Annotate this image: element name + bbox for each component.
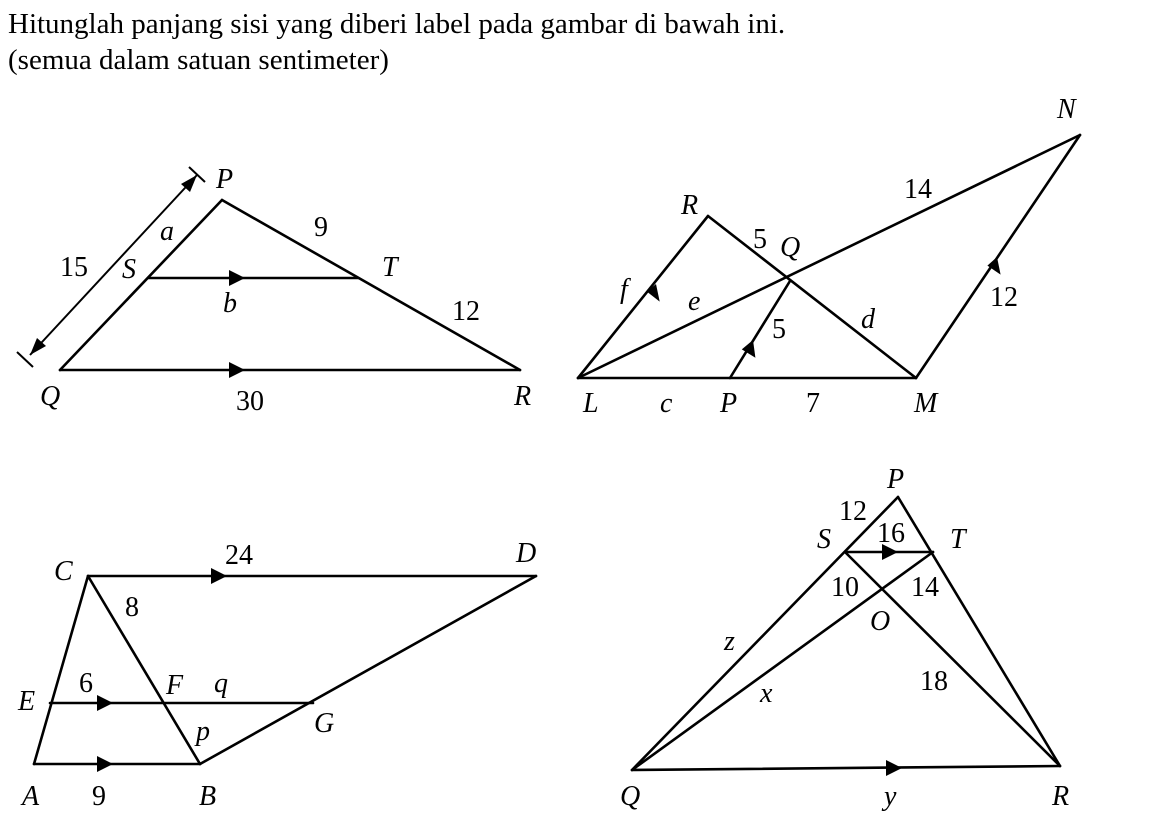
- vertex-L: L: [583, 388, 599, 419]
- label-q: q: [214, 668, 228, 699]
- vertex-M: M: [914, 388, 938, 419]
- label-PQ-5: 5: [772, 314, 786, 345]
- label-b: b: [223, 288, 237, 319]
- vertex-R: R: [1052, 781, 1070, 812]
- parallel-arrow-LR: [647, 284, 660, 302]
- segment-BD: [200, 576, 536, 764]
- vertex-Q: Q: [40, 381, 61, 412]
- vertex-R: R: [681, 190, 699, 221]
- vertex-S: S: [122, 254, 136, 285]
- label-e: e: [688, 286, 701, 317]
- vertex-S: S: [817, 524, 831, 555]
- segment-QP: [632, 497, 898, 770]
- vertex-T: T: [382, 252, 398, 283]
- label-16: 16: [877, 518, 905, 549]
- segment-QT: [632, 552, 933, 770]
- label-c: c: [660, 388, 673, 419]
- vertex-D: D: [516, 538, 537, 569]
- label-x: x: [760, 678, 773, 709]
- segment-PQ: [60, 200, 222, 370]
- label-RQ-5: 5: [753, 224, 767, 255]
- parallel-arrow-QR: [886, 760, 902, 776]
- label-z: z: [724, 626, 735, 657]
- label-6: 6: [79, 668, 93, 699]
- vertex-Q: Q: [620, 781, 641, 812]
- vertex-C: C: [54, 556, 73, 587]
- parallel-arrow-EG: [97, 695, 113, 711]
- vertex-A: A: [22, 781, 40, 812]
- instruction-line-2: (semua dalam satuan sentimeter): [8, 44, 389, 76]
- vertex-B: B: [199, 781, 217, 812]
- vertex-E: E: [18, 686, 36, 717]
- segment-CB: [88, 576, 200, 764]
- segment-RM: [708, 216, 916, 378]
- vertex-T: T: [950, 524, 966, 555]
- label-12: 12: [452, 296, 480, 327]
- segment-PR: [898, 497, 1060, 766]
- label-15: 15: [60, 252, 88, 283]
- dimension-line-PQ: [30, 175, 197, 355]
- segment-QR: [632, 766, 1060, 770]
- label-8: 8: [125, 592, 139, 623]
- label-12: 12: [990, 282, 1018, 313]
- label-14: 14: [911, 572, 939, 603]
- label-12: 12: [839, 496, 867, 527]
- label-d: d: [861, 304, 875, 335]
- label-24: 24: [225, 540, 253, 571]
- vertex-F: F: [166, 670, 184, 701]
- vertex-G: G: [314, 708, 335, 739]
- segment-PR: [222, 200, 520, 370]
- vertex-R: R: [514, 381, 532, 412]
- label-f: f: [620, 274, 628, 305]
- parallel-arrow-AB: [97, 756, 113, 772]
- figure-4: [620, 464, 1069, 812]
- vertex-N: N: [1057, 94, 1076, 125]
- vertex-P: P: [216, 164, 234, 195]
- segment-LN: [578, 135, 1080, 378]
- vertex-P: P: [720, 388, 738, 419]
- label-30: 30: [236, 386, 264, 417]
- figure-3: [17, 538, 536, 812]
- figure-1: [17, 164, 531, 417]
- label-p: p: [196, 716, 210, 747]
- vertex-O: O: [870, 606, 891, 637]
- label-9: 9: [314, 212, 328, 243]
- figure-2: [578, 94, 1080, 419]
- label-9: 9: [92, 781, 106, 812]
- vertex-P: P: [887, 464, 905, 495]
- segment-SR: [845, 552, 1060, 766]
- label-a: a: [160, 216, 174, 247]
- label-y: y: [884, 781, 897, 812]
- segment-MN: [916, 135, 1080, 378]
- label-14: 14: [904, 174, 932, 205]
- instruction-line-1: Hitunglah panjang sisi yang diberi label pada gambar di bawah ini.: [8, 8, 786, 40]
- parallel-arrow-QR: [229, 362, 245, 378]
- label-18: 18: [920, 666, 948, 697]
- label-7: 7: [806, 388, 820, 419]
- parallel-arrow-ST: [229, 270, 245, 286]
- parallel-arrow-MN: [987, 257, 1000, 275]
- label-10: 10: [831, 572, 859, 603]
- vertex-Q: Q: [780, 232, 801, 263]
